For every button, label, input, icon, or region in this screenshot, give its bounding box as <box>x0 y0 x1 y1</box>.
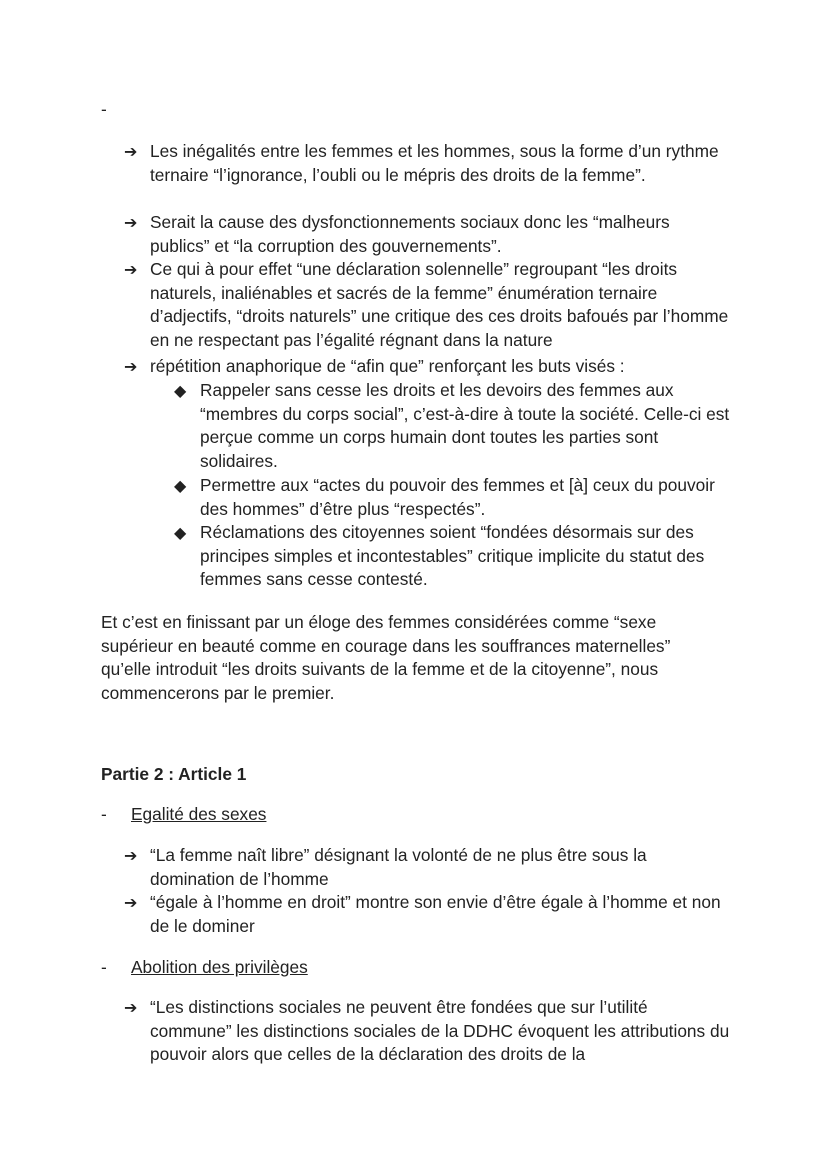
diamond-bullet-icon: ◆ <box>174 381 187 400</box>
subsection-title-abolition <box>101 956 308 980</box>
arrow-bullet-icon: ➔ <box>124 142 138 161</box>
list-item-text: Les inégalités entre les femmes et les hommes, sous la forme d’un rythme ternaire “l’ignorance, l’oubli ou le mépris des droits de la femme”. <box>150 141 719 185</box>
list-item-text: “égale à l’homme en droit” montre son envie d’être égale à l’homme et non de le dominer <box>150 892 721 936</box>
list-item <box>124 891 724 938</box>
conclusion-paragraph: Et c’est en finissant par un éloge des femmes considérées comme “sexe supérieur en beauté comme en courage dans les souffrances maternelles” qu’elle introduit “les droits suivants de la femme et de la citoyenne”, nous commencerons par le premier. <box>101 612 671 703</box>
arrow-bullet-icon: ➔ <box>124 260 138 279</box>
list-item-text: Rappeler sans cesse les droits et les devoirs des femmes aux “membres du corps social”, c’est-à-dire à toute la société. Celle-ci est perçue comme un corps humain dont toutes les parties sont solidaires. <box>200 380 730 471</box>
section-heading: Partie 2 : Article 1 <box>101 764 247 784</box>
list-item-text: “Les distinctions sociales ne peuvent être fondées que sur l’utilité commune” les distinctions sociales de la DDHC évoquent les attributions du pouvoir alors que celles de la déclaration des droits de la <box>150 997 730 1065</box>
list-item-text: Serait la cause des dysfonctionnements sociaux donc les “malheurs publics” et “la corruption des gouvernements”. <box>150 212 670 256</box>
arrow-bullet-icon: ➔ <box>124 213 138 232</box>
list-item <box>124 996 730 1067</box>
list-item <box>124 258 729 352</box>
subsection-title-text: Abolition des privilèges <box>131 957 308 977</box>
list-item-text: Ce qui à pour effet “une déclaration solennelle” regroupant “les droits naturels, inaliénables et sacrés de la femme” énumération ternaire d’adjectifs, “droits naturels” une critique des ces droits bafoués par l’homme en ne respectant pas l’égalité régnant dans la nature <box>150 259 729 350</box>
diamond-bullet-icon: ◆ <box>174 476 187 495</box>
list-item-text: Permettre aux “actes du pouvoir des femmes et [à] ceux du pouvoir des hommes” d’être plus “respectés”. <box>200 475 715 519</box>
list-item <box>174 474 734 521</box>
list-item-text: Réclamations des citoyennes soient “fondées désormais sur des principes simples et incontestables” critique implicite du statut des femmes sans cesse contesté. <box>200 522 705 590</box>
arrow-bullet-icon: ➔ <box>124 893 138 912</box>
list-item <box>124 355 724 379</box>
list-item <box>124 211 724 258</box>
list-item <box>124 844 724 891</box>
list-item <box>174 379 734 473</box>
list-item-text: répétition anaphorique de “afin que” renforçant les buts visés : <box>150 356 625 376</box>
arrow-bullet-icon: ➔ <box>124 357 138 376</box>
diamond-bullet-icon: ◆ <box>174 523 187 542</box>
subsection-title-text: Egalité des sexes <box>131 804 267 824</box>
subsection-title-egalite <box>101 803 266 827</box>
dash-bullet: - <box>101 804 107 824</box>
arrow-bullet-icon: ➔ <box>124 998 138 1017</box>
list-item <box>174 521 734 592</box>
dash-bullet: - <box>101 957 107 977</box>
list-item <box>124 140 724 187</box>
list-item-text: “La femme naît libre” désignant la volonté de ne plus être sous la domination de l’homme <box>150 845 647 889</box>
arrow-bullet-icon: ➔ <box>124 846 138 865</box>
stray-dash: - <box>101 99 107 119</box>
